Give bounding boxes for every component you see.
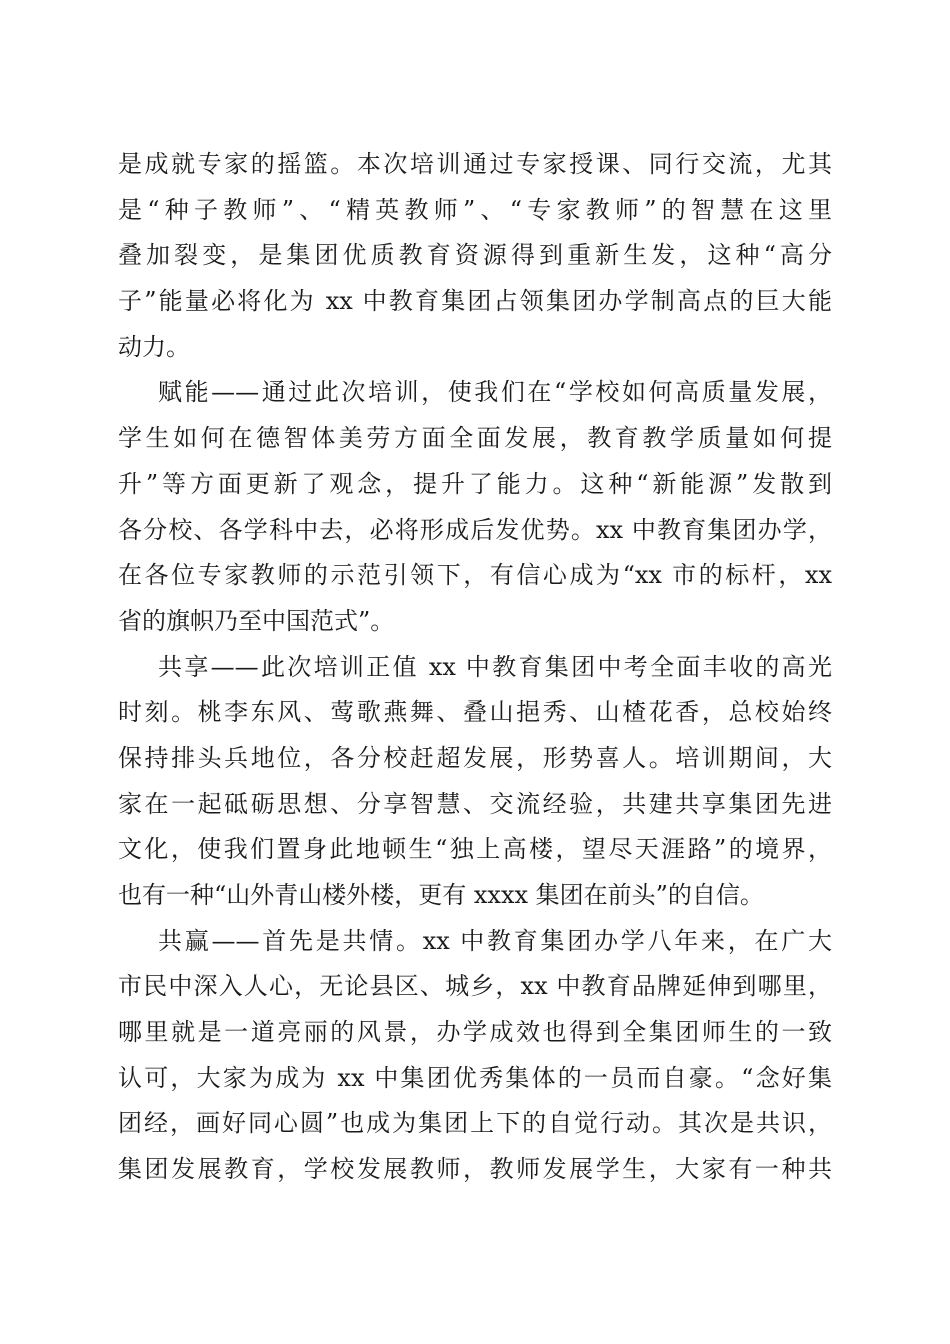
text-line: 子”能量必将化为 xx 中教育集团占领集团办学制高点的巨大能	[118, 287, 832, 316]
text-line: 家在一起砥砺思想、分享智慧、交流经验，共建共享集团先进	[118, 789, 832, 818]
text-line: 团经，画好同心圆”也成为集团上下的自觉行动。其次是共识，	[118, 1109, 832, 1138]
paragraph-2	[118, 370, 832, 644]
text-line: 是“种子教师”、“精英教师”、“专家教师”的智慧在这里	[118, 195, 832, 224]
text-line: 保持排头兵地位，各分校赶超发展，形势喜人。培训期间，大	[118, 743, 832, 772]
text-line: 共享——此次培训正值 xx 中教育集团中考全面丰收的高光	[158, 652, 832, 681]
text-line: 各分校、各学科中去，必将形成后发优势。xx 中教育集团办学，	[118, 515, 832, 544]
paragraph-3	[118, 645, 832, 919]
text-line: 认可，大家为成为 xx 中集团优秀集体的一员而自豪。“念好集	[118, 1063, 832, 1092]
document-body	[118, 142, 832, 1193]
text-line: 学生如何在德智体美劳方面全面发展，教育教学质量如何提	[118, 424, 832, 453]
text-line: 动力。	[118, 332, 190, 361]
text-line: 文化，使我们置身此地顿生“独上高楼，望尽天涯路”的境界，	[118, 835, 832, 864]
text-line: 市民中深入人心，无论县区、城乡，xx 中教育品牌延伸到哪里，	[118, 972, 832, 1001]
paragraph-4	[118, 919, 832, 1193]
text-line: 时刻。桃李东风、莺歌燕舞、叠山挹秀、山楂花香，总校始终	[118, 698, 832, 727]
text-line: 在各位专家教师的示范引领下，有信心成为“xx 市的标杆，xx	[118, 561, 832, 590]
text-line: 集团发展教育，学校发展教师，教师发展学生，大家有一种共	[118, 1155, 832, 1184]
text-line: 升”等方面更新了观念，提升了能力。这种“新能源”发散到	[118, 469, 832, 498]
text-line: 叠加裂变，是集团优质教育资源得到重新生发，这种“高分	[118, 241, 832, 270]
text-line: 共赢——首先是共情。xx 中教育集团办学八年来，在广大	[158, 926, 832, 955]
text-line: 省的旗帜乃至中国范式”。	[118, 606, 395, 635]
text-line: 也有一种“山外青山楼外楼，更有 xxxx 集团在前头”的自信。	[118, 881, 764, 909]
text-line: 哪里就是一道亮丽的风景，办学成效也得到全集团师生的一致	[118, 1018, 832, 1047]
paragraph-1	[118, 142, 832, 370]
text-line: 是成就专家的摇篮。本次培训通过专家授课、同行交流，尤其	[118, 150, 832, 178]
text-line: 赋能——通过此次培训，使我们在“学校如何高质量发展，	[158, 378, 832, 407]
